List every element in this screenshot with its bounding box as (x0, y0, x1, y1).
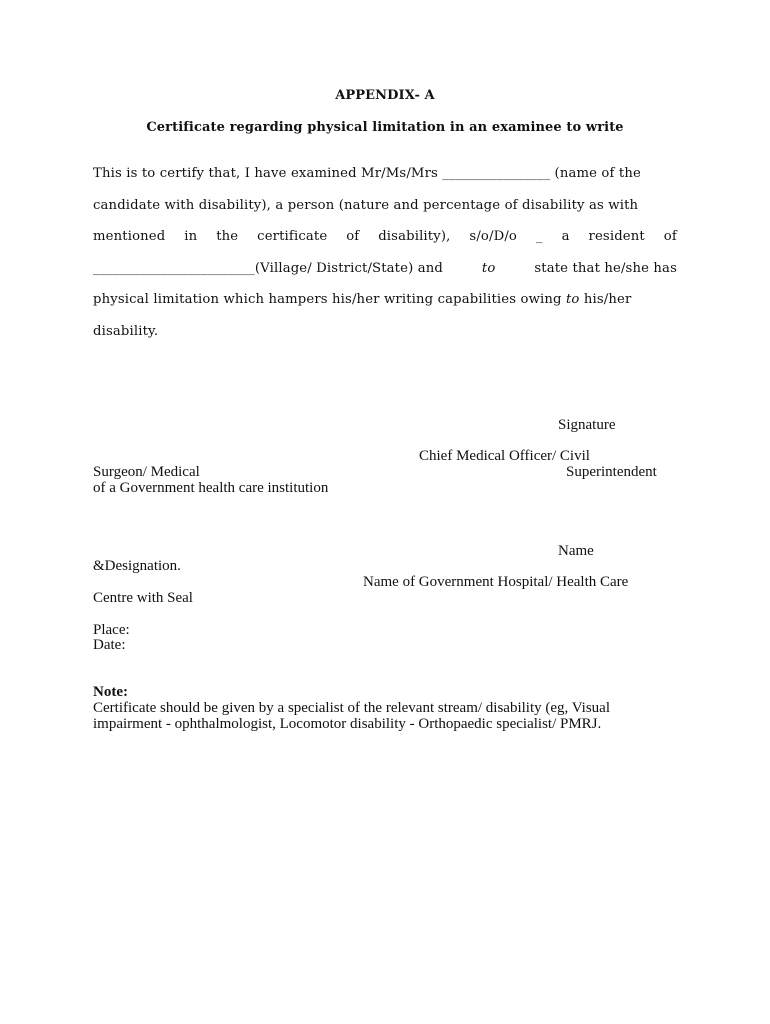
certificate-line-3 (93, 229, 677, 244)
line-3-word: _ (535, 229, 543, 244)
line-3-word: s/o/D/o (469, 229, 518, 244)
note-line-1: Certificate should be given by a specialist of the relevant stream/ disability (eg, Visual (93, 700, 611, 716)
line-3-word: of (346, 229, 360, 244)
certificate-line-6: disability. (93, 324, 159, 339)
certificate-line-1: This is to certify that, I have examined Mr/Ms/Mrs ________________ (name of the (93, 166, 641, 181)
line-3-word: the (216, 229, 239, 244)
hospital-label: Name of Government Hospital/ Health Care (363, 574, 629, 590)
certificate-line-5 (93, 292, 677, 307)
line-3-word: in (184, 229, 198, 244)
note-line-2: impairment - ophthalmologist, Locomotor disability - Orthopaedic specialist/ PMRJ. (93, 716, 602, 732)
line-5-part-c: his/her (579, 292, 632, 307)
line-4-part-b: to (481, 261, 496, 276)
superintendent-label: Superintendent (566, 464, 657, 480)
line-5-part-b: to (565, 292, 580, 307)
line-3-word: mentioned (93, 229, 166, 244)
certificate-title: Certificate regarding physical limitation in an examinee to write (146, 120, 624, 135)
line-3-word: resident (588, 229, 645, 244)
line-3-word: certificate (257, 229, 328, 244)
line-5-part-a: physical limitation which hampers his/her writing capabilities owing (93, 292, 566, 307)
certificate-line-4 (93, 261, 677, 276)
line-3-word: disability), (378, 229, 451, 244)
date-label: Date: (93, 637, 126, 653)
line-3-word: of (663, 229, 677, 244)
institution-label: of a Government health care institution (93, 480, 329, 496)
designation-label: &Designation. (93, 558, 181, 574)
line-4-part-a: ________________________(Village/ District/State) and (93, 261, 448, 276)
line-4-part-c: state that he/she has (530, 261, 677, 276)
appendix-heading: APPENDIX- A (335, 88, 435, 103)
centre-with-seal-label: Centre with Seal (93, 590, 193, 606)
certificate-line-2: candidate with disability), a person (nature and percentage of disability as with (93, 198, 639, 213)
signature-label: Signature (558, 417, 616, 433)
name-label: Name (558, 543, 594, 559)
place-label: Place: (93, 622, 130, 638)
chief-medical-officer-label: Chief Medical Officer/ Civil (419, 448, 590, 464)
line-3-word: a (561, 229, 570, 244)
surgeon-medical-label: Surgeon/ Medical (93, 464, 200, 480)
note-label: Note: (93, 684, 128, 700)
